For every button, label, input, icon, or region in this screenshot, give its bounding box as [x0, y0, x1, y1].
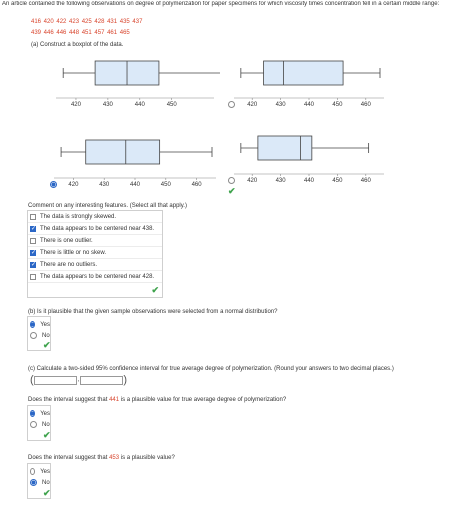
tick-label: 450	[166, 102, 177, 108]
comment-option-label: There is little or no skew.	[40, 249, 107, 256]
radio-button[interactable]	[30, 479, 37, 486]
checkbox[interactable]: ✓	[31, 249, 37, 256]
radio-button[interactable]	[30, 421, 37, 428]
radio-button[interactable]	[30, 410, 35, 417]
checkbox[interactable]: ✓	[31, 261, 37, 268]
part-c-prompt: (c) Calculate a two-sided 95% confidence interval for true average degree of polymerization. (Round your answers to two decimal places.)	[28, 366, 394, 372]
comment-option[interactable]	[28, 211, 162, 223]
comment-option[interactable]	[28, 271, 162, 283]
tick-label: 440	[129, 182, 141, 188]
boxplot-option-a[interactable]	[30, 50, 220, 125]
comment-option[interactable]	[28, 235, 162, 247]
tick-label: 460	[360, 102, 371, 108]
interval-upper-input[interactable]	[77, 376, 123, 385]
checkbox[interactable]: ✓	[31, 225, 37, 232]
tick-label: 440	[303, 178, 315, 184]
q441-option-no[interactable]	[30, 419, 50, 430]
q441-option-yes[interactable]	[30, 408, 50, 419]
tick-label: 440	[134, 102, 145, 108]
radio-button[interactable]	[30, 321, 35, 328]
check-icon: ✔	[43, 430, 51, 440]
tick-label: 420	[70, 102, 81, 108]
part-b-prompt: (b) Is it plausible that the given sample observations were selected from a normal distribution?	[28, 309, 278, 315]
comment-option[interactable]	[28, 223, 162, 235]
comment-option-label: The data appears to be centered near 428.	[40, 273, 155, 280]
checkbox[interactable]	[30, 274, 36, 280]
tick-label: 420	[247, 102, 258, 108]
comment-option-label: There are no outliers.	[40, 261, 98, 268]
tick-label: 420	[68, 182, 79, 188]
q441-prompt: Does the interval suggest that 441 is a plausible value for true average degree of polymerization?	[28, 397, 287, 403]
part-b-options	[27, 316, 51, 351]
boxplot-d	[226, 130, 386, 205]
check-icon: ✔	[151, 285, 159, 295]
checkbox[interactable]	[30, 214, 36, 220]
q441-options	[27, 405, 51, 441]
checkbox[interactable]	[30, 238, 36, 244]
tick-label: 430	[275, 102, 286, 108]
boxplot-option-d[interactable]	[226, 130, 386, 205]
q453-options	[27, 463, 51, 499]
comment-option-label: The data appears to be centered near 438.	[40, 225, 155, 232]
radio-label: Yes	[40, 321, 50, 328]
radio-button[interactable]	[30, 468, 35, 475]
tick-label: 450	[332, 178, 343, 184]
tick-label: 450	[332, 102, 343, 108]
q453-option-yes[interactable]	[30, 466, 50, 477]
boxplot-b	[226, 50, 386, 125]
check-icon: ✔	[43, 340, 51, 350]
box-iqr	[258, 136, 312, 160]
interval-input-row	[30, 374, 140, 386]
q441-value: 441	[109, 397, 120, 403]
tick-label: 460	[191, 182, 202, 188]
left-paren: (	[30, 374, 34, 386]
comment-option-label: There is one outlier.	[40, 237, 93, 244]
radio-label: No	[42, 479, 50, 486]
boxplot-option-b[interactable]	[226, 50, 386, 125]
tick-label: 420	[247, 178, 258, 184]
right-paren: )	[123, 374, 128, 386]
problem-intro: An article contained the following observations on degree of polymerization for paper specimens for which viscosity times concentration fell in a certain middle range:	[2, 1, 440, 7]
observations-row-1: 416 420 422 423 425 428 431 435 437	[31, 19, 143, 25]
q453-option-no[interactable]	[30, 477, 50, 488]
box-iqr	[86, 140, 160, 164]
boxplot-a	[30, 50, 220, 125]
radio-label: No	[42, 421, 50, 428]
q453-prompt: Does the interval suggest that 453 is a plausible value?	[28, 455, 175, 461]
tick-label: 440	[303, 102, 315, 108]
tick-label: 430	[102, 102, 113, 108]
boxplot-option-c[interactable]	[50, 130, 220, 205]
part-a-prompt: (a) Construct a boxplot of the data.	[31, 42, 124, 48]
radio-label: Yes	[40, 410, 50, 417]
tick-label: 460	[360, 178, 371, 184]
comment-option-label: The data is strongly skewed.	[40, 213, 117, 220]
normal-option-yes[interactable]	[30, 319, 50, 330]
comment-options-panel	[27, 210, 163, 298]
box-iqr	[264, 61, 344, 85]
tick-label: 430	[275, 178, 286, 184]
radio-button[interactable]	[30, 332, 37, 339]
comment-option[interactable]	[28, 259, 162, 271]
check-icon: ✔	[228, 186, 236, 196]
tick-label: 450	[160, 182, 171, 188]
boxplot-c	[50, 130, 220, 205]
interval-separator: ,	[77, 377, 80, 383]
tick-label: 430	[99, 182, 110, 188]
q453-value: 453	[109, 455, 120, 461]
radio-label: Yes	[40, 468, 50, 475]
check-icon: ✔	[43, 488, 51, 498]
observations-row-2: 439 446 446 448 451 457 461 465	[31, 30, 130, 36]
radio-label: No	[42, 332, 50, 339]
interval-lower-input[interactable]	[34, 376, 77, 385]
comment-prompt: Comment on any interesting features. (Select all that apply.)	[28, 203, 187, 209]
comment-option[interactable]	[28, 247, 162, 259]
